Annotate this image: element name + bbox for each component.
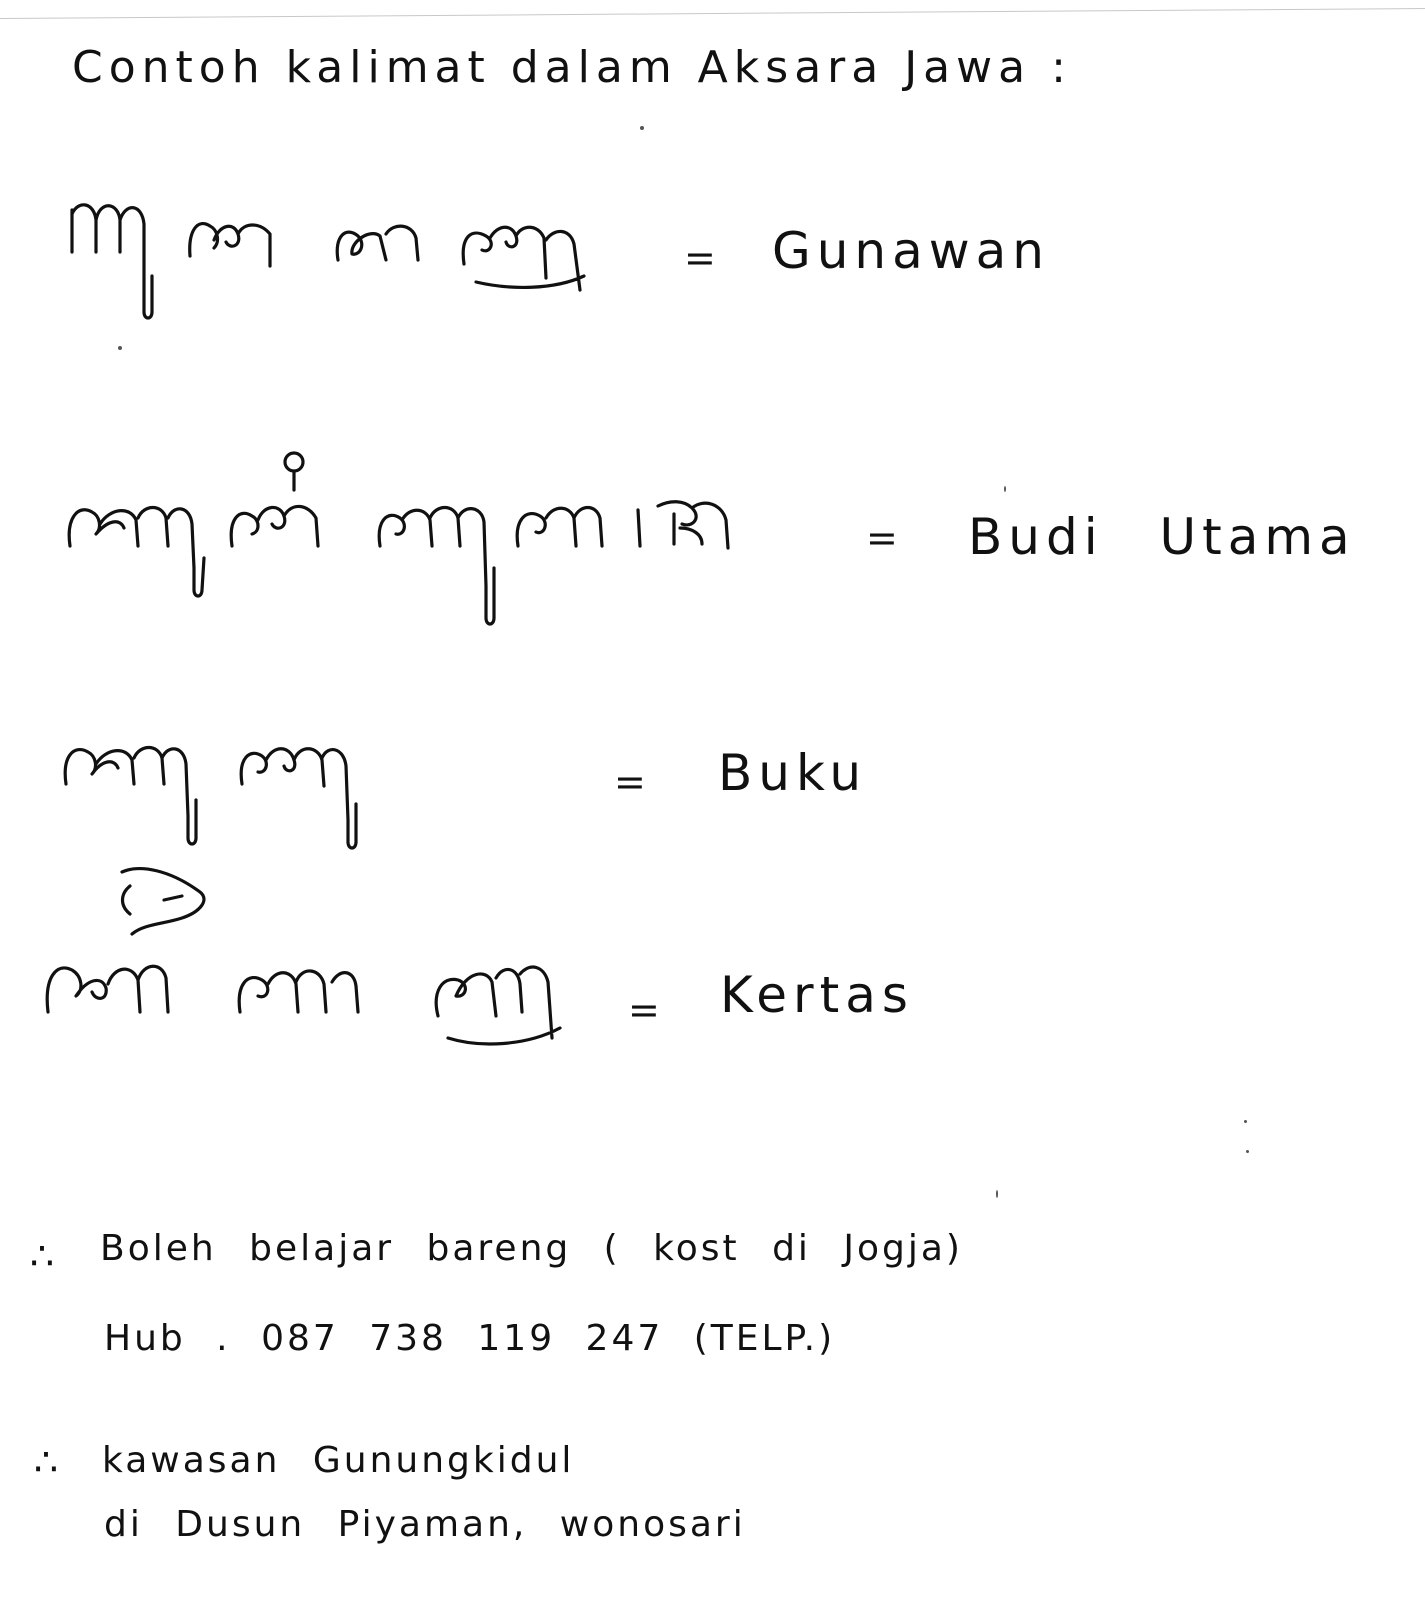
therefore-symbol-note-1: ∴ (30, 1234, 55, 1278)
scan-speck (1246, 1150, 1249, 1153)
javanese-script-gunawan (60, 190, 620, 330)
note-1-line-2: Hub . 087 738 119 247 (TELP.) (104, 1318, 836, 1359)
note-2-line-2: di Dusun Piyaman, wonosari (104, 1504, 746, 1545)
latin-word-kertas: Kertas (720, 966, 914, 1024)
scan-speck (118, 346, 122, 350)
latin-word-budi-utama: Budi Utama (968, 508, 1356, 566)
equals-sign-budi-utama: = (866, 516, 898, 560)
scan-speck (996, 1190, 998, 1198)
equals-sign-gunawan: = (684, 236, 716, 280)
javanese-script-kertas (40, 862, 600, 1062)
javanese-script-budi-utama (62, 448, 782, 648)
latin-word-gunawan: Gunawan (772, 222, 1050, 280)
scan-top-edge (0, 8, 1425, 19)
note-1-line-1: Boleh belajar bareng ( kost di Jogja) (100, 1228, 963, 1269)
scan-speck (1244, 1120, 1247, 1123)
scan-speck (640, 126, 644, 130)
equals-sign-kertas: = (628, 988, 660, 1032)
note-2-line-1: kawasan Gunungkidul (102, 1440, 575, 1481)
therefore-symbol-note-2: ∴ (34, 1440, 59, 1484)
equals-sign-buku: = (614, 760, 646, 804)
javanese-script-buku (56, 720, 396, 860)
scan-speck (1004, 486, 1006, 492)
latin-word-buku: Buku (718, 744, 868, 802)
page-title: Contoh kalimat dalam Aksara Jawa : (72, 42, 1072, 93)
